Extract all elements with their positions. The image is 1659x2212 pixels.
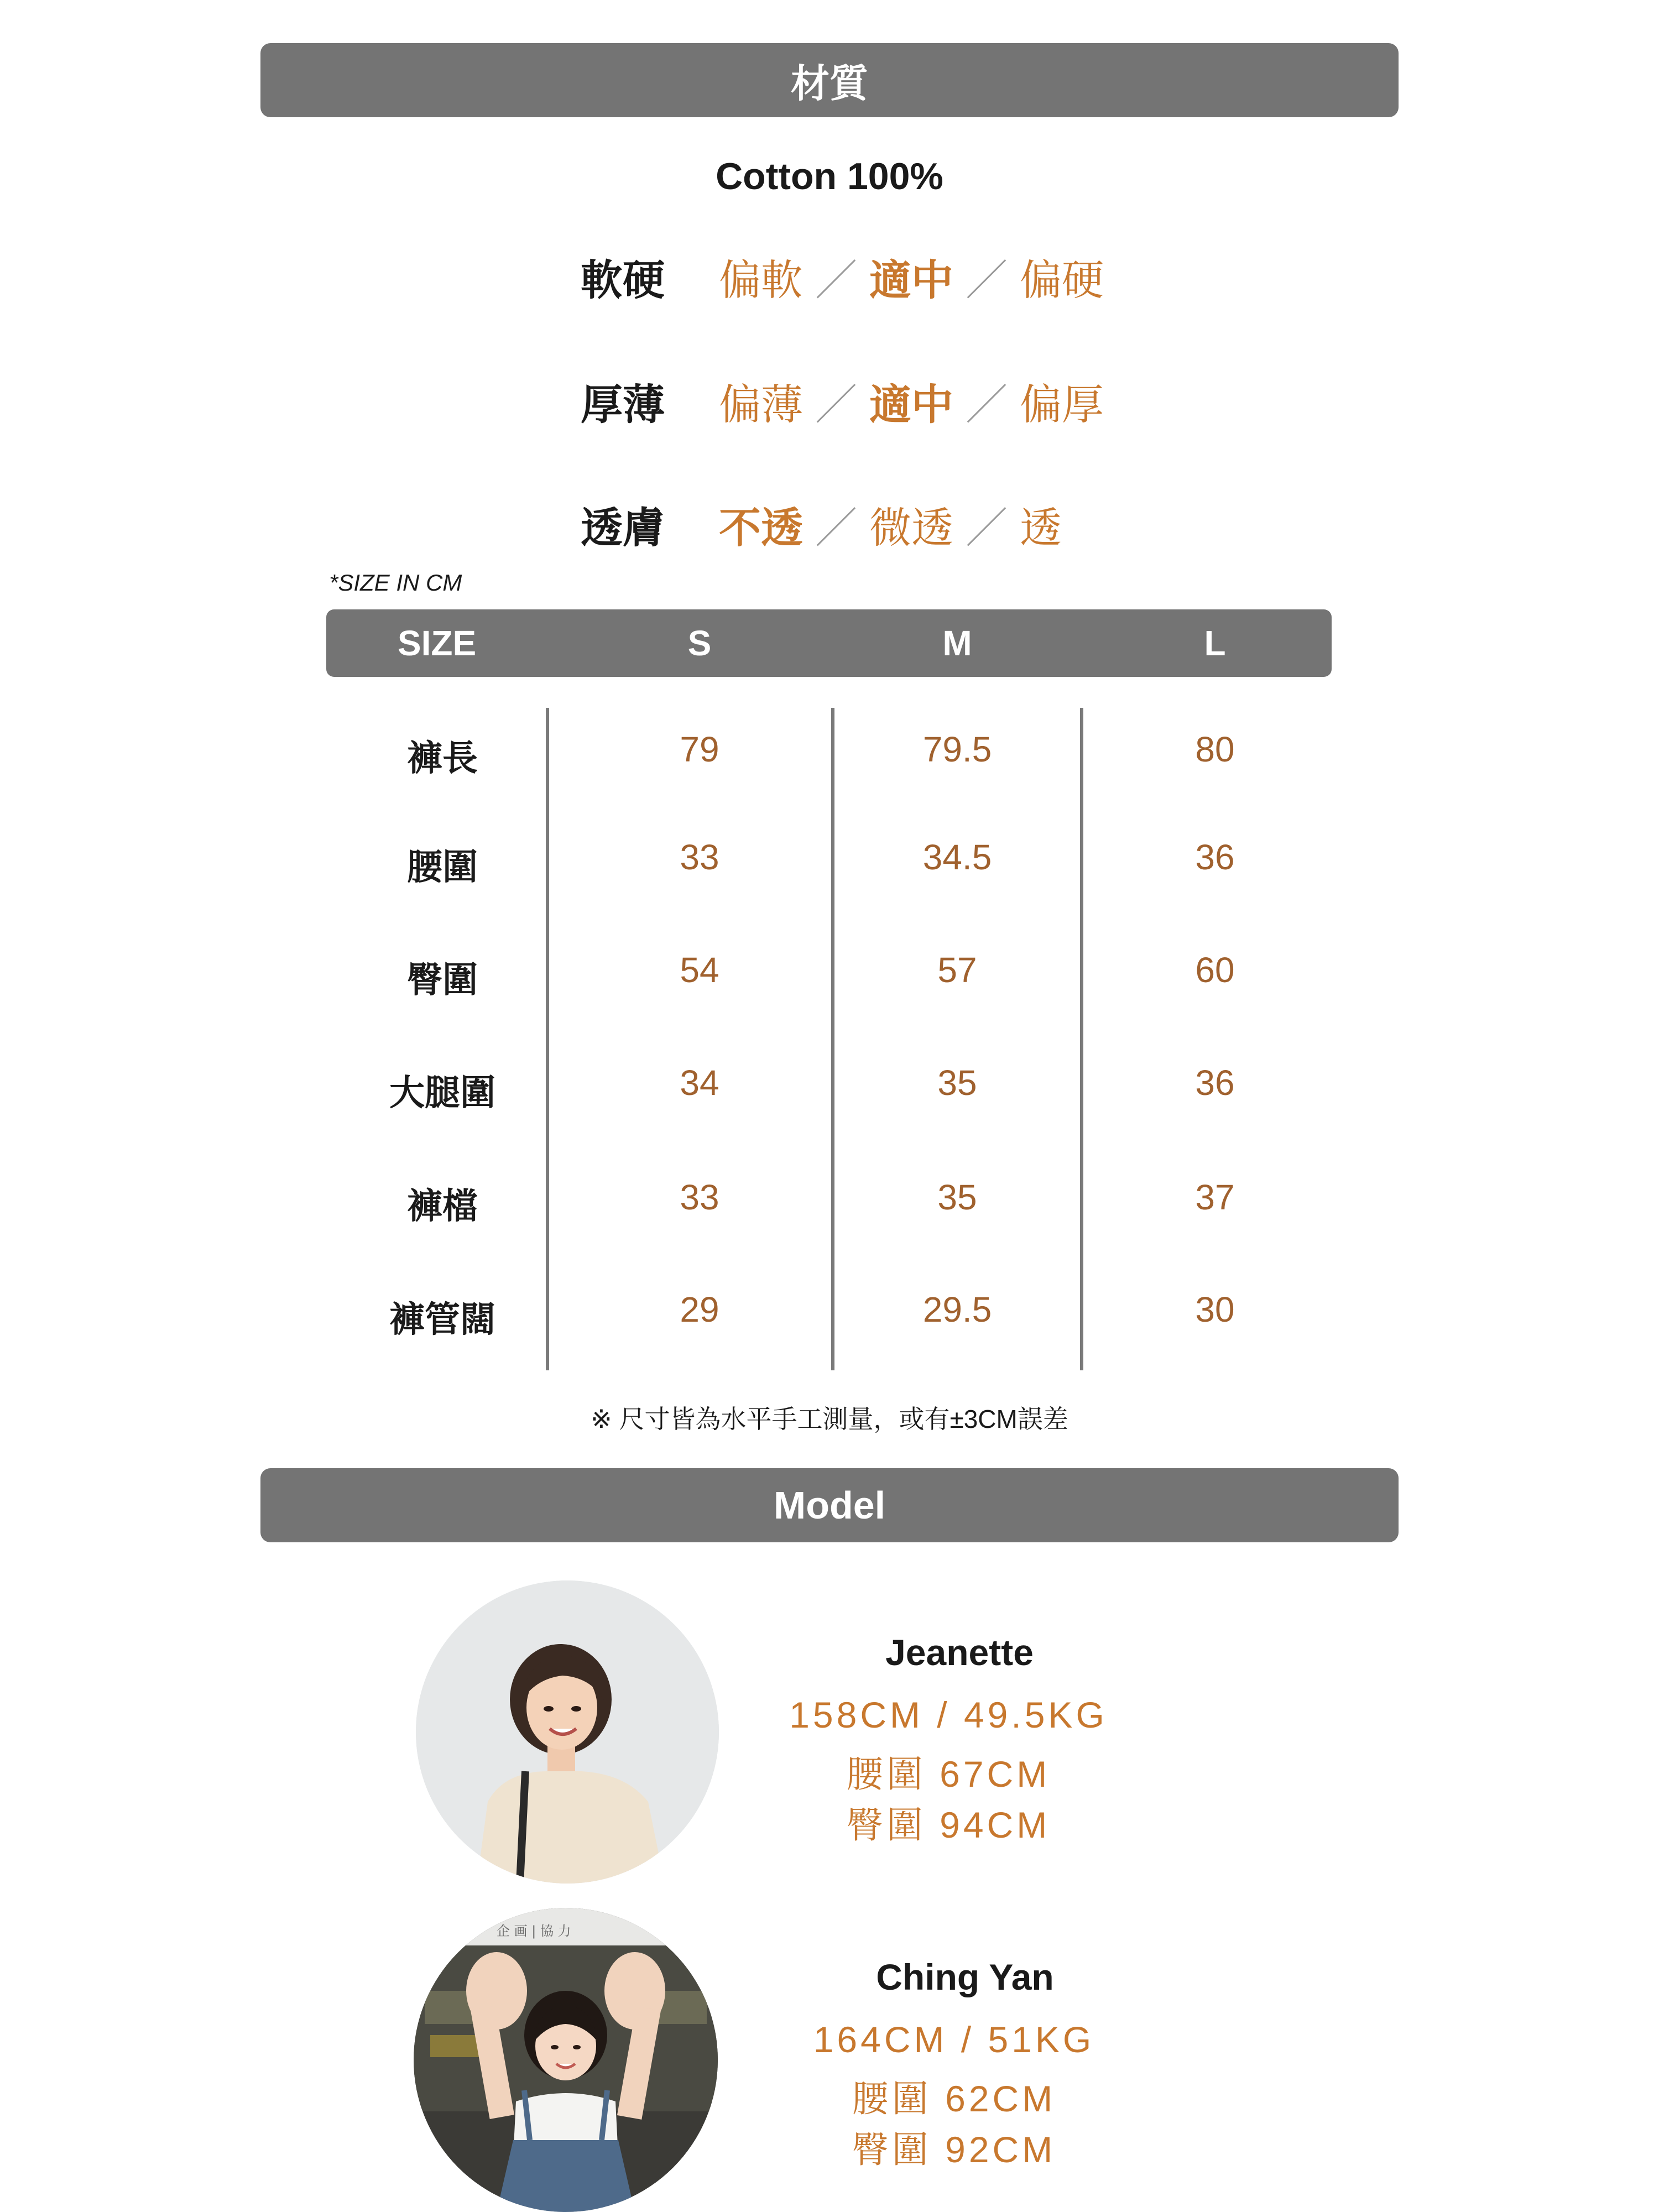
measurement-footnote: ※ 尺寸皆為水平手工測量，或有±3CM誤差	[591, 1405, 1068, 1433]
header-size: SIZE	[397, 623, 477, 663]
separator: ／	[815, 381, 857, 429]
model-name-ching-yan: Ching Yan	[876, 1957, 1054, 1997]
cell-value: 33	[680, 837, 719, 877]
cell-value: 36	[1195, 837, 1235, 877]
option-thick: 偏厚	[1020, 381, 1104, 429]
option-opaque-selected: 不透	[719, 504, 803, 552]
cell-value: 29	[680, 1290, 719, 1329]
separator: ／	[815, 504, 857, 552]
model-height-weight: 158CM / 49.5KG	[789, 1694, 1108, 1735]
attribute-label: 厚薄	[581, 381, 665, 429]
row-label-rise: 褲檔	[407, 1186, 478, 1226]
attribute-label: 透膚	[581, 504, 665, 552]
cell-value: 54	[680, 950, 719, 990]
model-photo-jeanette	[416, 1580, 719, 1884]
model-photo-ching-yan	[414, 1908, 718, 2212]
cell-value: 30	[1195, 1290, 1235, 1329]
cell-value: 29.5	[922, 1290, 992, 1329]
cell-value: 79	[680, 729, 719, 769]
photo-sign-text: 企 画 | 協 力	[497, 1923, 571, 1939]
size-table-header	[326, 609, 1332, 677]
material-header: 材質	[260, 43, 1399, 117]
size-unit-note: *SIZE IN CM	[329, 570, 462, 596]
header-s: S	[687, 623, 712, 663]
cell-value: 35	[937, 1063, 977, 1103]
row-label-hip: 臀圍	[407, 960, 478, 1000]
column-divider	[546, 708, 549, 1370]
option-medium-selected: 適中	[869, 381, 953, 429]
separator: ／	[966, 504, 1008, 552]
attribute-label: 軟硬	[581, 257, 665, 304]
model-hip: 臀圍 92CM	[852, 2129, 1056, 2170]
material-composition: Cotton 100%	[716, 155, 943, 197]
attribute-thickness	[581, 371, 1104, 431]
header-m: M	[942, 623, 972, 663]
cell-value: 80	[1195, 729, 1235, 769]
cell-value: 36	[1195, 1063, 1235, 1103]
cell-value: 57	[937, 950, 977, 990]
row-label-thigh: 大腿圍	[389, 1073, 495, 1113]
header-l: L	[1204, 623, 1226, 663]
option-semi-sheer: 微透	[869, 504, 953, 552]
column-divider	[831, 708, 834, 1370]
row-label-waist: 腰圍	[407, 847, 478, 887]
model-height-weight: 164CM / 51KG	[813, 2019, 1095, 2060]
option-soft: 偏軟	[719, 257, 803, 304]
cell-value: 34.5	[922, 837, 992, 877]
model-hip: 臀圍 94CM	[846, 1804, 1051, 1845]
option-medium-selected: 適中	[869, 257, 953, 304]
option-hard: 偏硬	[1020, 257, 1104, 304]
cell-value: 37	[1195, 1177, 1235, 1217]
cell-value: 79.5	[922, 729, 992, 769]
cell-value: 34	[680, 1063, 719, 1103]
model-name-jeanette: Jeanette	[885, 1632, 1034, 1673]
model-header: Model	[260, 1468, 1399, 1542]
attribute-softness	[581, 246, 1104, 307]
cell-value: 60	[1195, 950, 1235, 990]
model-waist: 腰圍 67CM	[846, 1754, 1051, 1794]
option-sheer: 透	[1020, 504, 1062, 552]
model-waist: 腰圍 62CM	[852, 2078, 1056, 2119]
row-label-leg-opening: 褲管闊	[389, 1300, 495, 1339]
separator: ／	[815, 257, 857, 304]
cell-value: 35	[937, 1177, 977, 1217]
attribute-sheerness	[581, 494, 1062, 555]
option-thin: 偏薄	[719, 381, 803, 429]
separator: ／	[966, 381, 1008, 429]
column-divider	[1080, 708, 1083, 1370]
separator: ／	[966, 257, 1008, 304]
cell-value: 33	[680, 1177, 719, 1217]
row-label-length: 褲長	[407, 738, 478, 778]
